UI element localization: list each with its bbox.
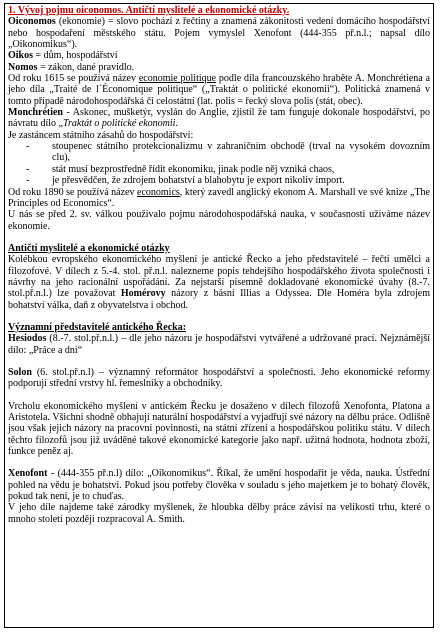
monch-b: . [175, 118, 178, 130]
kolebka-a: Kolébkou evropského ekonomického myšlení je antické Řecko a jeho představitelé – řečtí umělci a filozofové. V dílech z 5.-4. stol. př.n.l. nalezneme popis tehdejšího hospodářského života společnosti i návrhy na jeho racionální uspořádání. Za nejstarší písemně dokladované ekonomické úvahy (8.-7. stol.př.n.l.) lze považovat [8, 254, 430, 300]
term-oikos: Oikos [8, 50, 34, 62]
xenofont-text: - (444-355 př.n.l) dílo: „Oikonomikus“. Říkal, že umění hospodařit je věda, nauka. Ústřední pohled na vědu je bohatství. Pokud jsou potřeby člověka v souladu s jeho majetkem je to bohatý člověk, pokud tak není, je to chuďas. [8, 468, 430, 503]
p1890-b: , který zavedl anglický ekonom A. Marshall ve své knize „The Principles od Economics“. [8, 186, 430, 209]
oikos-text: = dům, hospodářství [33, 50, 118, 62]
paragraph-hesiodos [8, 333, 430, 356]
list-item: - stát musí bezprostředně řídit ekonomiku, jinak podle něj vzniká chaos, [52, 164, 430, 175]
monch-work: Traktát o politické ekonomii [62, 118, 176, 130]
p1615-b: podle díla francouzského hraběte A. Monchrétiena a jeho díla „Traité de l´Économique politique“ („Traktát o politické ekonomii“). Politická znamená v tomto případě národohospodářská či celostátní (lat. polis = řecký slova polis (stát, obec). [8, 73, 430, 107]
hesiodos-text: (8.-7. stol.př.n.l.) – dle jeho názoru je hospodářství vytvářené a udržované prací. Nejznámější dílo: „Práce a dni“ [8, 333, 430, 356]
paragraph-solon [8, 367, 430, 390]
paragraph-1890 [8, 187, 430, 210]
spacer [8, 356, 430, 367]
paragraph-xenofont-b: V jeho díle najdeme také zárodky myšlenek, že hloubka dělby práce závisí na velikosti trhu, které o mnoho století později rozpracoval A. Smith. [8, 502, 430, 525]
paragraph-narodohospodarska: U nás se před 2. sv. válkou používalo pojmu národohospodářská nauka, v současnosti užíváme název ekonomie. [8, 209, 430, 232]
paragraph-1615 [8, 73, 430, 107]
term-nomos: Nomos [8, 61, 38, 73]
paragraph-monchretien [8, 107, 430, 130]
paragraph-xenofont [8, 468, 430, 502]
term-solon: Solon [8, 366, 32, 378]
term-xenofont: Xenofont [8, 468, 48, 480]
spacer [8, 311, 430, 322]
definition-nomos [8, 62, 430, 73]
monch-a: - Askonec, mušketýr, vyslán do Anglie, zjistil že tam funguje dokonale hospodářství, po návratu dílo „ [8, 107, 430, 130]
heading-anticti-myslitele: Antičtí myslitelé a ekonomické otázky [8, 242, 170, 254]
term-homerovy: Homérovy [120, 288, 166, 300]
solon-text: (6. stol.př.n.l) – významný reformátor hospodářství a společnosti. Jeho ekonomické reformy podporují střední vrstvy hl. řemeslníky a obchodníky. [8, 366, 430, 390]
p1890-a: Od roku 1890 se používá název [8, 186, 138, 198]
paragraph-monchretien-intro: Je zastáncem státního zásahů do hospodářství: [8, 129, 194, 141]
page-title: 1. Vývoj pojmu oiconomos. Antičtí myslitelé a ekonomické otázky. [8, 5, 290, 16]
bullet-list [8, 141, 430, 186]
oiconomos-text: (ekonomie) = slovo pochází z řečtiny a znamená zákonitosti vedení domácího hospodářství nebo hospodaření městského státu. Pojem vymyslel Xenofont (444-355 př.n.l.; napsal dílo „Oikonomikus“). [8, 16, 430, 51]
nomos-text: = zákon, dané pravidlo. [37, 61, 135, 73]
spacer [8, 457, 430, 468]
spacer [8, 390, 430, 401]
term-hesiodos: Hesiodos [8, 333, 47, 345]
heading-vyznamni-predstavitele: Významní představitelé antického Řecka: [8, 321, 187, 333]
term-economie-politique: economie politique [138, 73, 217, 85]
p1615-a: Od roku 1615 se používá název [8, 73, 139, 85]
term-monchretien: Monchrétien [8, 107, 63, 119]
definition-oikos [8, 50, 430, 61]
list-item: - je přesvědčen, že zdrojem bohatství a blahobytu je export nikoliv import. [52, 175, 430, 186]
spacer [8, 232, 430, 243]
paragraph-oiconomos [8, 16, 430, 50]
paragraph-kolebka [8, 254, 430, 311]
paragraph-vrchol: Vrcholu ekonomického myšlení v antickém Řecku je dosaženo v dílech filozofů Xenofonta, Platona a Aristotela. Všichni shodně obhajují naturální hospodářství a vyjadřují své názory na dělbu práce. Odlišně jsou však jejich názory na pracovní povinnosti, na státní zřízení a hospodářskou politiku státu. V dílech těchto filozofů jsou již uváděné takové ekonomické kategorie jako např. užitná hodnota, hodnota zboží, funkce peněz aj. [8, 400, 430, 458]
term-economics: economics [137, 186, 180, 198]
term-oiconomos: Oiconomos [8, 16, 56, 28]
kolebka-b: názory z básní Illias a Odyssea. Dle Homéra byla zdrojem bohatství válka, daň z obyvatelstva i obchod. [8, 288, 430, 311]
list-item: - stoupenec státního protekcionalizmu v zahraničním obchodě (trval na vysokém dovozním clu), [52, 141, 430, 164]
document-page [4, 3, 434, 628]
